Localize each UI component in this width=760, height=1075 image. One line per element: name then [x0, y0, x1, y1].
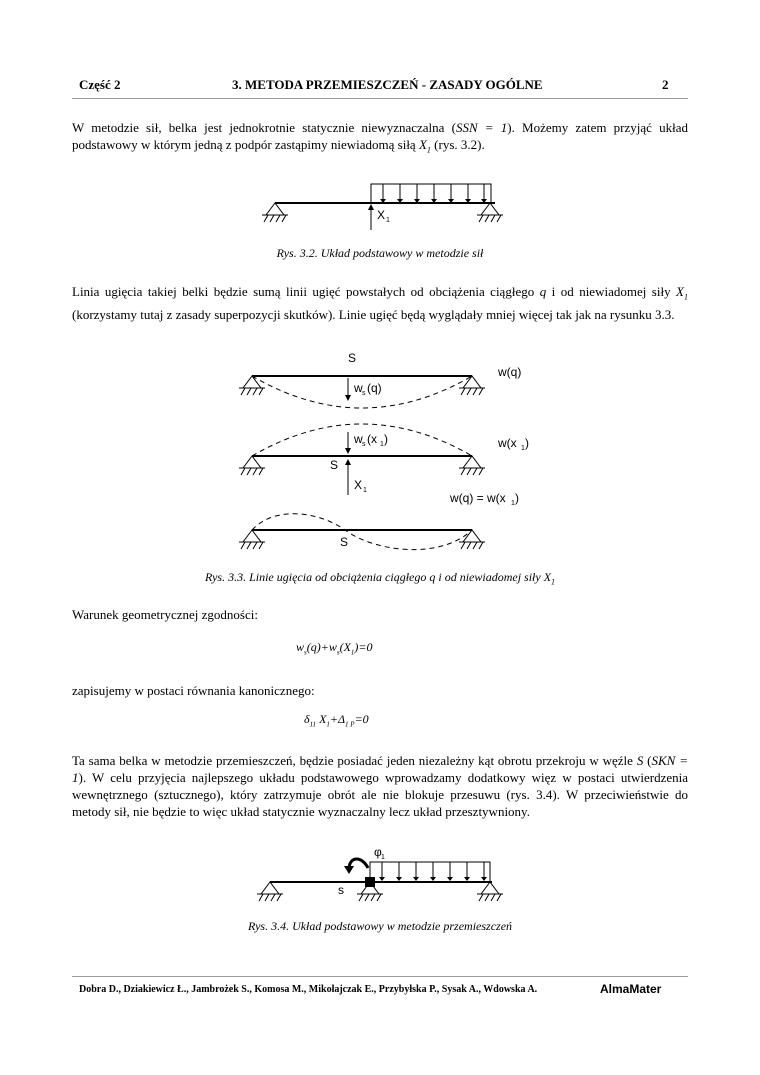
fig32-x-label: X: [377, 208, 386, 222]
eq1-s2: s: [336, 648, 340, 657]
eq1-one: 1: [350, 648, 355, 657]
fig34-left-support: [261, 882, 279, 894]
fig34-right-support: [481, 882, 499, 894]
eq1-w1: w: [296, 640, 305, 654]
fig33-eq-close: ): [515, 491, 519, 505]
eq2-delta: δ: [304, 712, 310, 726]
paragraph-5: [72, 752, 688, 820]
eq2-x-sub: 1: [326, 720, 330, 729]
paragraph-3: Warunek geometrycznej zgodności:: [72, 607, 258, 622]
eq1-end: )=0: [354, 640, 373, 654]
p5-text-b: (: [643, 753, 652, 768]
caption-3-3-sub: 1: [551, 577, 556, 587]
fig33-x-label: X: [354, 478, 363, 492]
fig33-wq-w: w: [354, 381, 363, 395]
fig32-left-support: [266, 203, 284, 215]
eq2-plus-delta: +Δ: [329, 712, 346, 726]
caption-3-2: Rys. 3.2. Układ podstawowy w metodzie sił: [276, 246, 484, 260]
fig34-load-arrows: [382, 862, 484, 877]
fig33-wq-sub: s: [362, 390, 366, 397]
fig32-load-arrows: [383, 184, 484, 199]
p2-x1-sub: 1: [684, 292, 688, 302]
fig32-right-support: [481, 203, 499, 215]
caption-3-4: Rys. 3.4. Układ podstawowy w metodzie przemieszczeń: [247, 919, 513, 933]
eq1-w2: w: [328, 640, 337, 654]
fig33-wq-right: w(q): [498, 365, 522, 379]
fig33-s-bot: S: [340, 535, 349, 549]
fig33-s-mid: S: [330, 458, 339, 472]
p1-text-c: (rys. 3.2).: [430, 137, 485, 152]
caption-3-3: [72, 570, 688, 586]
fig34-phi: φ: [374, 845, 382, 859]
fig33-x-sub: 1: [363, 487, 367, 494]
fig33-wx-w: w: [354, 432, 363, 446]
p1-x1: X: [418, 137, 427, 152]
eq2-end: =0: [354, 712, 369, 726]
fig33-eq-sub: 1: [511, 500, 515, 507]
figure-3-3: [225, 345, 545, 560]
fig33-s-top: S: [348, 351, 357, 365]
p1-ssn: SSN = 1: [455, 120, 508, 135]
equation-2: [304, 712, 369, 728]
fig34-phi-sub: 1: [381, 854, 385, 861]
fig33-wx-sub: s: [362, 441, 366, 448]
fig34-s: s: [338, 883, 344, 897]
footer-rule: [72, 976, 688, 977]
fig33-wx-arg: (x: [367, 432, 377, 446]
p2-q: q: [539, 284, 547, 299]
figure-3-4: [255, 838, 515, 908]
fig33-equality: w(q) = w(x: [450, 491, 506, 505]
fig32-load-box: [371, 184, 491, 203]
fig34-clamp: [365, 877, 375, 887]
p1-x1-sub: 1: [426, 145, 431, 155]
header-rule: [72, 98, 688, 99]
fig33-wx-sub1: 1: [380, 441, 384, 448]
eq1-q: (q)+: [306, 640, 329, 654]
footer-brand: AlmaMater: [600, 982, 662, 996]
p1-text-b: ). Możemy zatem przyjąć układ podstawowy w którym jedną z podpór zastąpimy niewiadomą siłą: [72, 120, 688, 152]
p2-x1: X: [676, 284, 684, 299]
eq1-s1: s: [304, 648, 307, 657]
page-number: 2: [662, 77, 669, 92]
fig33-wx1-sub: 1: [521, 445, 525, 452]
fig32-x-sub: 1: [386, 217, 390, 224]
footer-authors: Dobra D., Dziakiewicz Ł., Jambrożek S., Komosa M., Mikołajczak E., Przybyłska P., Sysak A., Wdowska A.: [79, 984, 538, 995]
caption-3-3-text: Rys. 3.3. Linie ugięcia od obciążenia ciągłego q i od niewiadomej siły X: [204, 570, 552, 584]
figure-3-2: [260, 175, 510, 235]
eq1-x: (X: [339, 640, 351, 654]
fig33-wx1-close: ): [525, 436, 529, 450]
fig33-deflection-sum: [252, 514, 472, 550]
eq2-delta-sub: 11: [309, 720, 317, 729]
fig33-wq-arg: (q): [367, 381, 382, 395]
paragraph-1: [72, 119, 688, 159]
p5-text-a: Ta sama belka w metodzie przemieszczeń, będzie posiadać jeden niezależny kąt obrotu przekroju w węźle: [72, 753, 637, 768]
paragraph-4: zapisujemy w postaci równania kanonicznego:: [72, 683, 315, 698]
equation-1: [296, 640, 373, 656]
p1-text-a: W metodzie sił, belka jest jednokrotnie statycznie niewyznaczalna (: [72, 120, 456, 135]
paragraph-2: [72, 283, 688, 323]
eq2-x: X: [319, 712, 327, 726]
fig33-wx-close: ): [384, 432, 388, 446]
header-title: 3. METODA PRZEMIESZCZEŃ - ZASADY OGÓLNE: [232, 77, 543, 92]
p5-text-c: ). W celu przyjęcia najlepszego układu podstawowego wprowadzamy dodatkowy więz w postaci utwierdzenia wewnętrznego (sztucznego), który zatrzymuje obrót ale nie blokuje przesuwu (rys. 3.4). W przeciwieństwie do metody sił, nie będzie to więc układ statycznie wyznaczalny lecz układ przesztywniony.: [72, 770, 688, 819]
eq2-D-sub: 1 P: [345, 720, 355, 729]
header-part: Część 2: [79, 77, 121, 92]
p5-s: S: [636, 753, 644, 768]
p2-text-a: Linia ugięcia takiej belki będzie sumą linii ugięć powstałych od obciążenia ciągłego: [72, 284, 540, 299]
p2-text-c: (korzystamy tutaj z zasady superpozycji skutków). Linie ugięć będą wyglądały mniej więcej tak jak na rysunku 3.3.: [72, 306, 675, 322]
fig33-wx1-right: w(x: [498, 436, 517, 450]
fig34-load-box: [370, 862, 490, 882]
p2-text-b: i od niewiadomej siły: [546, 284, 677, 299]
p5-skn: SKN = 1: [72, 753, 688, 785]
